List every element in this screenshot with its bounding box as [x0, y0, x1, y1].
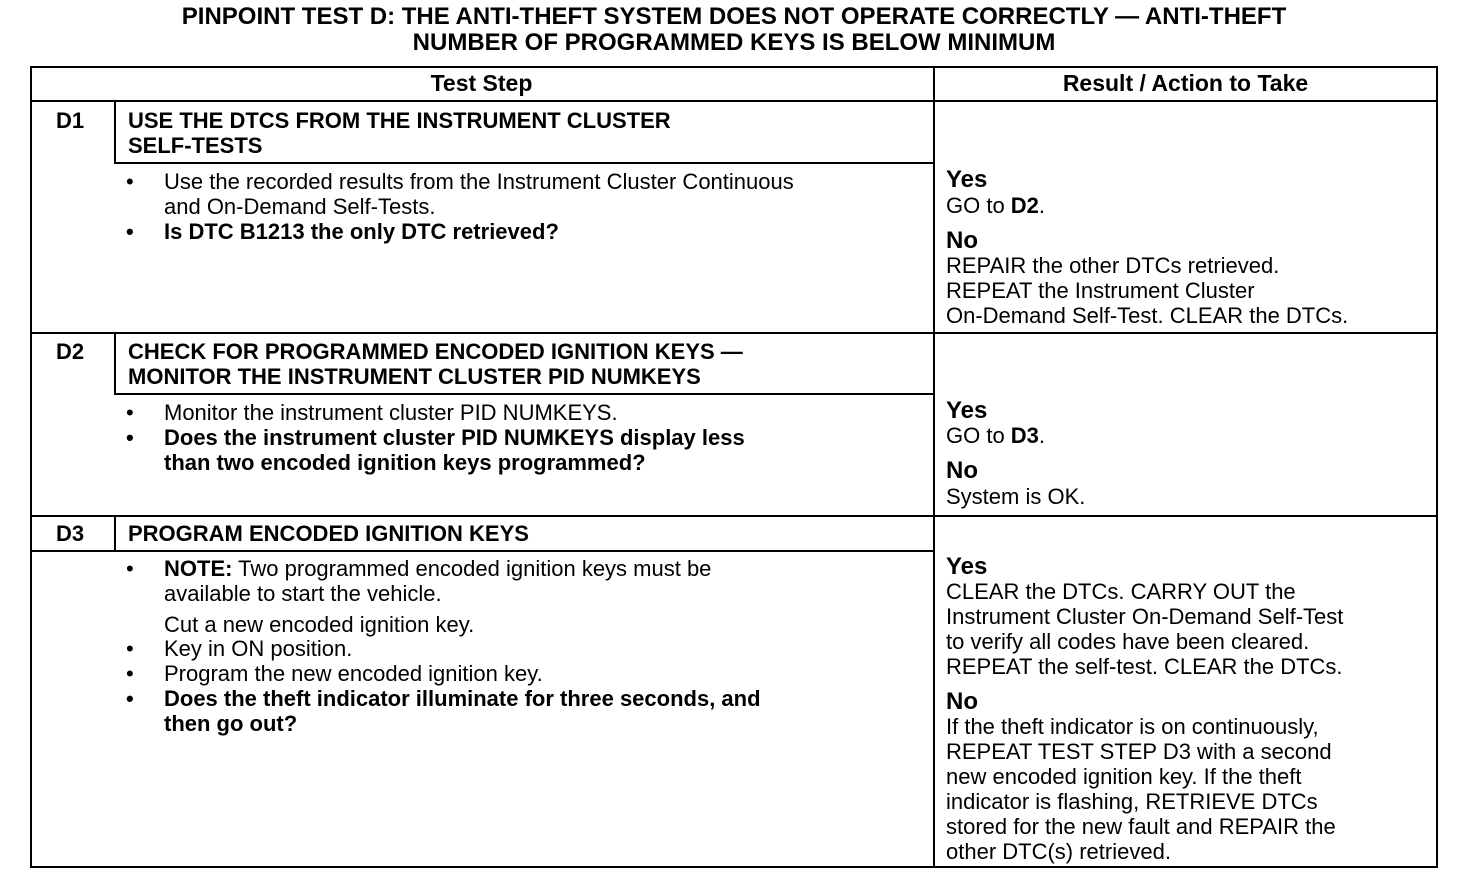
- id-divider-d3: [114, 515, 116, 551]
- yes-text-d3: CLEAR the DTCs. CARRY OUT the Instrument Cluster On-Demand Self-Test to verify all codes have been cleared. REPEAT the self-test. CLEAR the DTCs.: [946, 579, 1344, 679]
- step-title-d3: [128, 521, 529, 546]
- header-result: Result / Action to Take: [1062, 70, 1309, 96]
- yes-label-d1: Yes: [946, 166, 988, 193]
- note-label: NOTE:: [164, 556, 233, 581]
- yes-label-d2: Yes: [946, 397, 988, 424]
- table-border-right: [1436, 66, 1438, 868]
- bullet-line: Use the recorded results from the Instrument Cluster Continuous: [164, 169, 794, 194]
- no-text-d3: If the theft indicator is on continuously, REPEAT TEST STEP D3 with a second new encoded ignition key. If the theft indicator is flashing, RETRIEVE DTCs stored for the new fault and REPAIR the other DTC(s) retrieved.: [946, 714, 1336, 864]
- title-divider-d3: [30, 550, 935, 552]
- no-label-d3: No: [946, 688, 978, 715]
- no-text-d1: REPAIR the other DTCs retrieved. REPEAT the Instrument Cluster On-Demand Self-Test. CLEAR the DTCs.: [946, 253, 1349, 328]
- bullet-dot: •: [126, 556, 134, 581]
- no-text-d2: System is OK.: [946, 484, 1086, 509]
- bullet-line: Key in ON position.: [164, 636, 353, 661]
- title-divider-d2: [114, 393, 935, 395]
- column-divider: [933, 66, 935, 868]
- step-title-d1-line-2: SELF-TESTS: [128, 133, 263, 158]
- no-label-d2: No: [946, 457, 978, 484]
- yes-text-d2: GO to D3.: [946, 423, 1046, 448]
- table-border-top: [30, 66, 1438, 68]
- bullet-dot: •: [126, 661, 134, 686]
- header-divider: [30, 100, 1438, 102]
- header-test-step: Test Step: [430, 70, 533, 96]
- title-line-1: PINPOINT TEST D: THE ANTI-THEFT SYSTEM DOES NOT OPERATE CORRECTLY — ANTI-THEFT: [181, 3, 1287, 30]
- step-title-d2-line-2: MONITOR THE INSTRUMENT CLUSTER PID NUMKEYS: [128, 364, 701, 389]
- title-line-2: NUMBER OF PROGRAMMED KEYS IS BELOW MINIMUM: [412, 29, 1056, 56]
- bullet-line: then go out?: [164, 711, 298, 736]
- bullet-dot: •: [126, 636, 134, 661]
- page-title: [30, 4, 1438, 56]
- pinpoint-test-table: Test Step Result / Action to Take D1 USE THE DTCS FROM THE INSTRUMENT CLUSTER SELF-TESTS • Use the recorded results from the Instrument Cluster Continuous and On-Demand Self-Tests. • Is DTC B1213 the only DTC retrieved? Yes GO to D2. No REPAIR the other DTCs retrieved. REPEAT the Instrument Cluster On-Demand Self-Test. CLEAR the DTCs. D2 CHECK FOR PROGRAMMED ENCODED IGNITION KEYS — MONITOR THE INSTRUMENT CLUSTER PID NUMKEYS • Monitor the instrument cluster PID NUMKEYS. • Does the instrument cluster PID NUMKEYS display less than two encoded ignition keys programmed? Yes GO to D3. No System is OK. D3 PROGRAM ENCODED IGNITION KEYS • NOTE: Two programmed encoded ignition keys must be available to start the vehicle. Cut a new encoded ignition key. • Key in ON position. • Program the new encoded ignition key. • Does the theft indicator illuminate for three seconds, and then go out? Yes CLEAR the DTCs. CARRY OUT the Instrument Cluster On-Demand Self-Test to verify all codes have been cleared. REPEAT the self-test. CLEAR the DTCs. No If the theft indicator is on continuously, REPEAT TEST STEP D3 with a second new encoded ignition key. If the theft indicator is flashing, RETRIEVE DTCs stored for the new fault and REPAIR the other DTC(s) retrieved.: [30, 66, 1438, 868]
- title-divider-d1: [114, 162, 935, 164]
- bullet-line: Monitor the instrument cluster PID NUMKEYS.: [164, 400, 618, 425]
- step-title-d2: [128, 339, 743, 389]
- bullet-dot: •: [126, 400, 134, 425]
- step-divider-d2: [30, 332, 1438, 334]
- step-id-d3: D3: [56, 521, 85, 546]
- step-title-d1: [128, 108, 671, 158]
- bullet-dot: •: [126, 169, 134, 194]
- goto-target-d2: D3: [1010, 423, 1039, 448]
- yes-text-d1: GO to D2.: [946, 193, 1046, 218]
- bullet-line: Does the instrument cluster PID NUMKEYS display less: [164, 425, 745, 450]
- bullet-line: Program the new encoded ignition key.: [164, 661, 543, 686]
- id-divider-d2: [114, 332, 116, 394]
- bullet-line: and On-Demand Self-Tests.: [164, 194, 436, 219]
- id-divider-d1: [114, 100, 116, 163]
- no-label-d1: No: [946, 227, 978, 254]
- step-title-d2-line-1: CHECK FOR PROGRAMMED ENCODED IGNITION KEYS —: [128, 339, 743, 364]
- bullet-dot: •: [126, 686, 134, 711]
- step-id-d2: D2: [56, 339, 85, 364]
- step-title-d3-line-1: PROGRAM ENCODED IGNITION KEYS: [128, 521, 529, 546]
- table-border-left: [30, 66, 32, 868]
- bullet-line: Does the theft indicator illuminate for three seconds, and: [164, 686, 761, 711]
- step-title-d1-line-1: USE THE DTCS FROM THE INSTRUMENT CLUSTER: [128, 108, 671, 133]
- bullet-line: Is DTC B1213 the only DTC retrieved?: [164, 219, 559, 244]
- goto-target-d1: D2: [1010, 193, 1039, 218]
- bullet-dot: •: [126, 219, 134, 244]
- bullet-dot: •: [126, 425, 134, 450]
- note-extra: Cut a new encoded ignition key.: [164, 612, 475, 637]
- yes-label-d3: Yes: [946, 553, 988, 580]
- table-border-bottom: [30, 866, 1438, 868]
- step-divider-d3: [30, 515, 1438, 517]
- step-id-d1: D1: [56, 108, 85, 133]
- bullet-line: than two encoded ignition keys programmed?: [164, 450, 646, 475]
